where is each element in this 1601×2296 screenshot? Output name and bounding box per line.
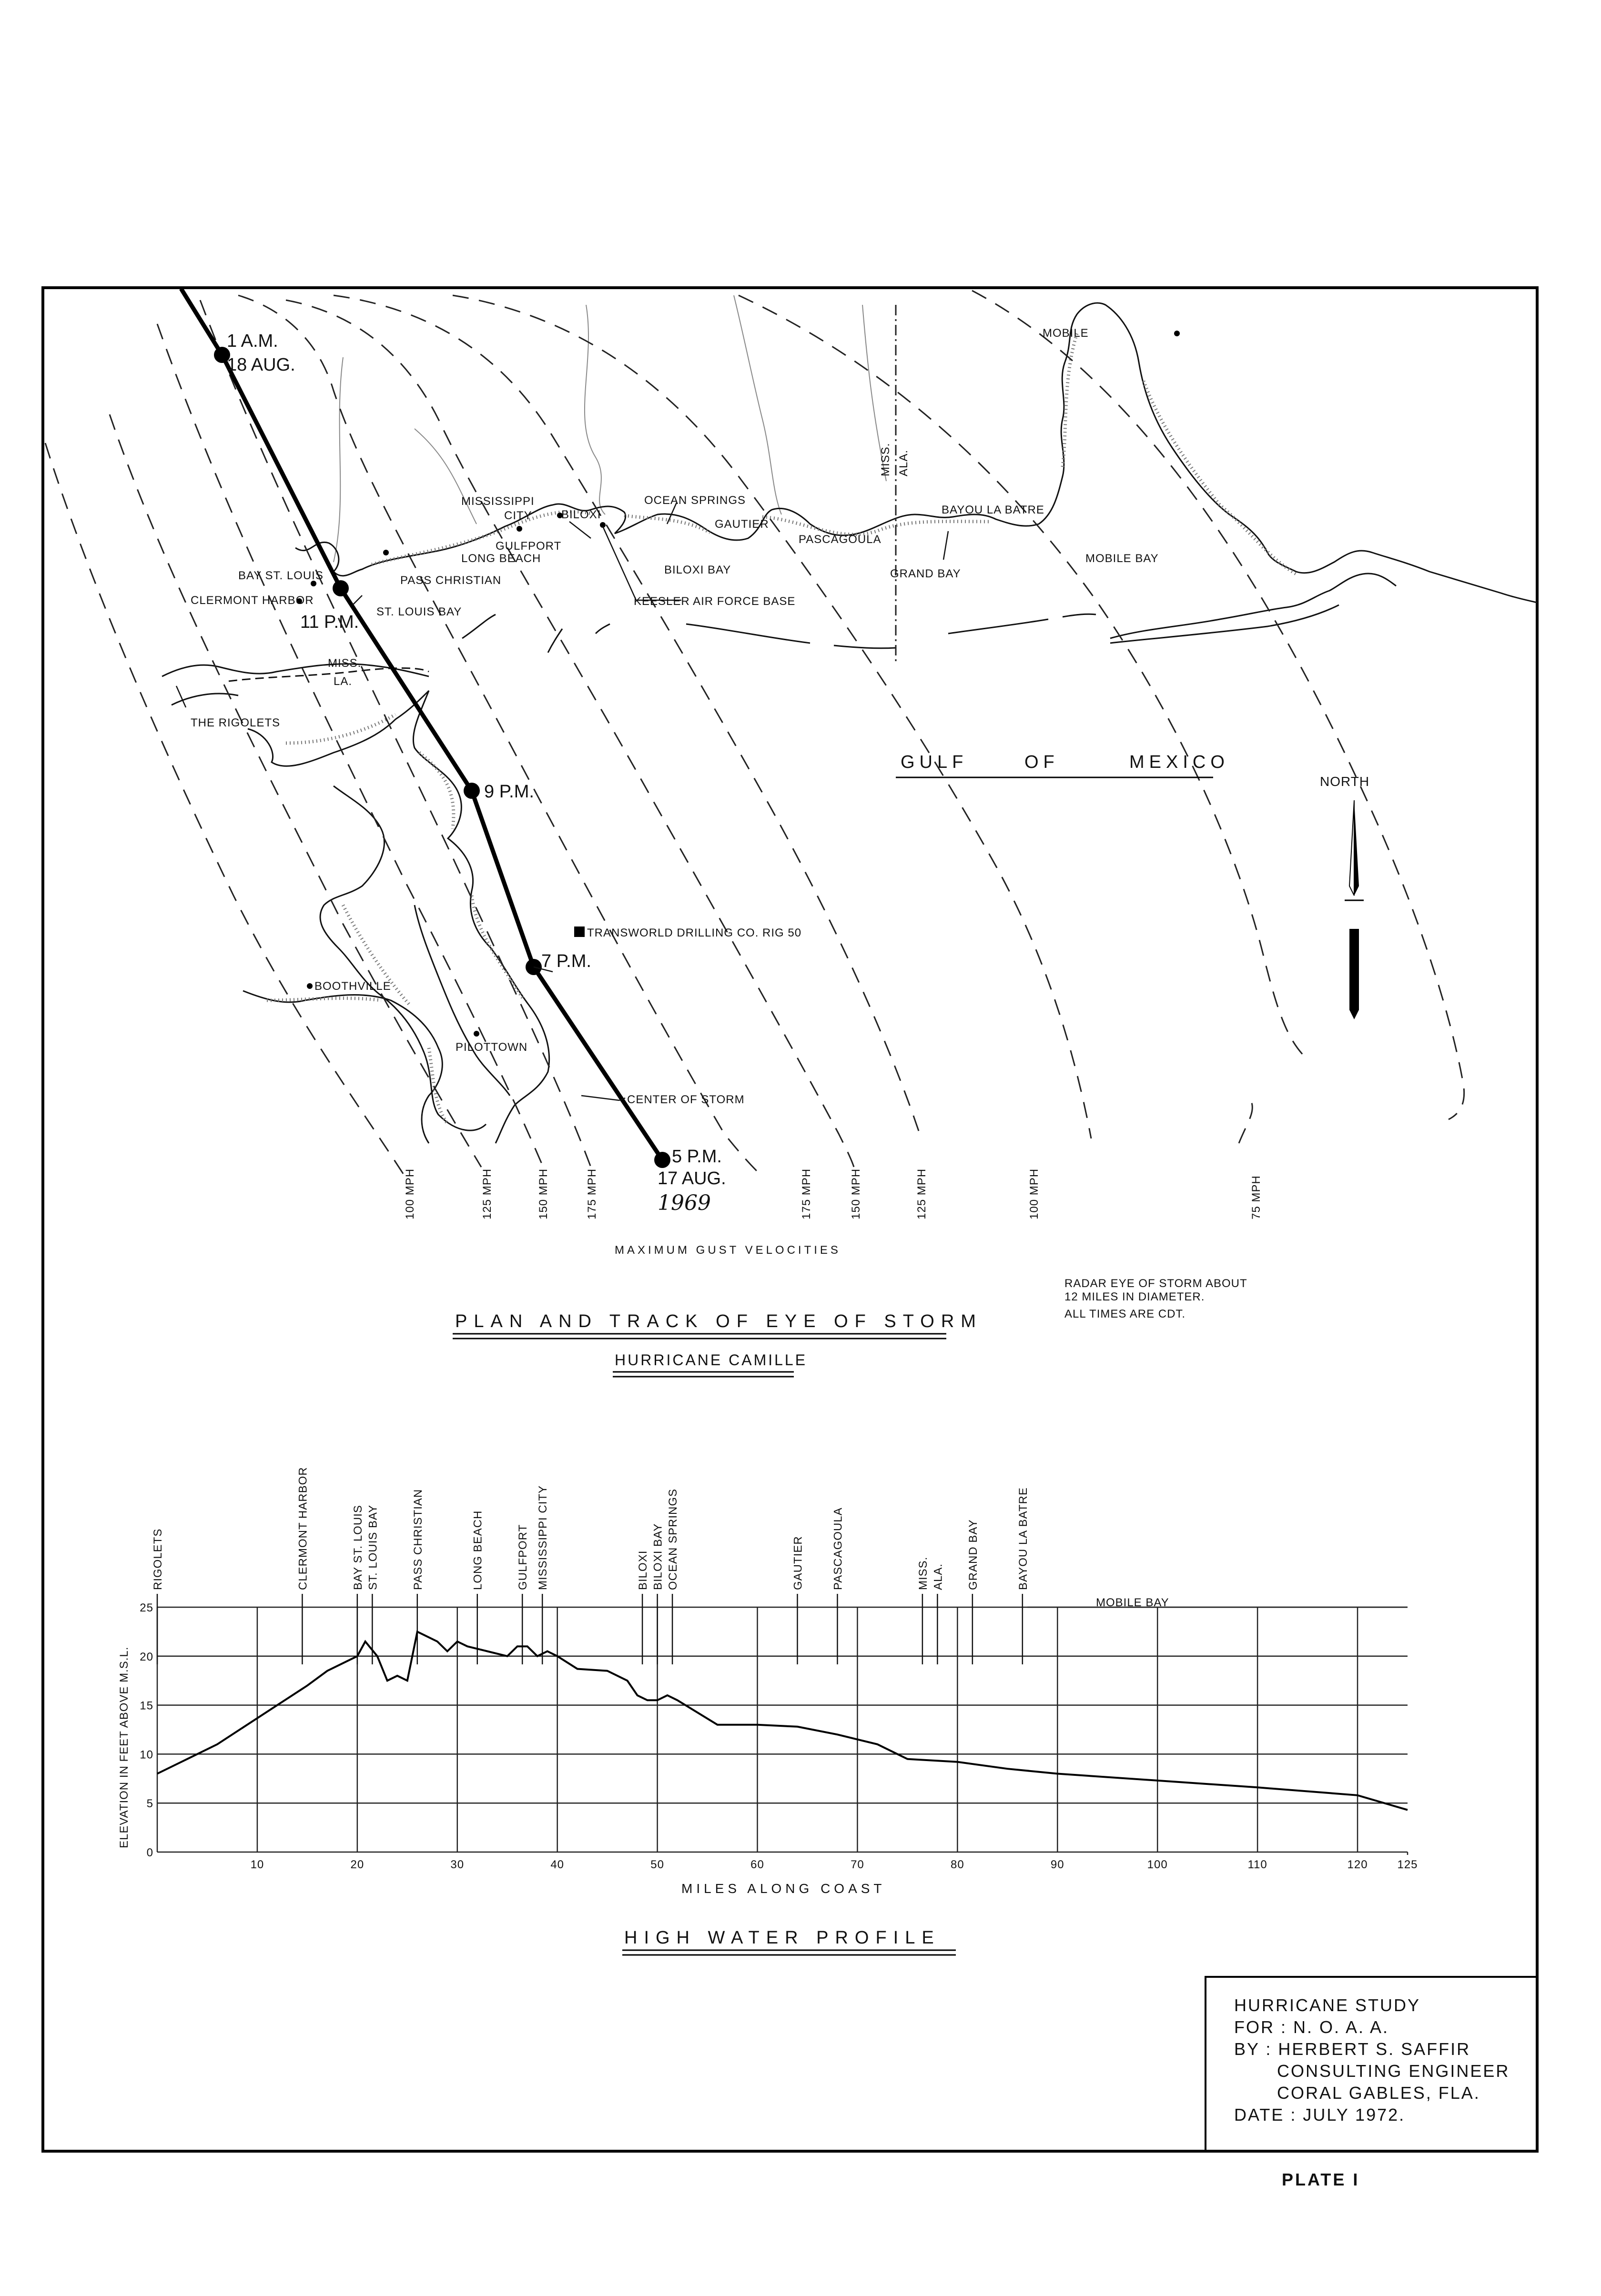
title-block-line: CORAL GABLES, FLA. [1277, 2083, 1480, 2103]
gust-label: 125 MPH [915, 1168, 928, 1219]
y-tick-label: 10 [140, 1748, 153, 1762]
label-pilottown: PILOTTOWN [456, 1041, 528, 1054]
location-marker-label: PASCAGOULA [831, 1507, 845, 1590]
track-time-7pm: 7 P.M. [541, 951, 591, 971]
label-mexico: MEXICO [1129, 752, 1229, 772]
x-tick-label: 120 [1347, 1858, 1368, 1871]
x-tick-label: 125 [1397, 1858, 1418, 1871]
x-tick-label: 100 [1147, 1858, 1168, 1871]
gust-label: 125 MPH [481, 1168, 494, 1219]
label-mobile-bay: MOBILE BAY [1085, 552, 1159, 565]
gust-caption: MAXIMUM GUST VELOCITIES [615, 1244, 841, 1257]
x-tick-label: 60 [750, 1858, 764, 1871]
label-biloxi-bay: BILOXI BAY [664, 564, 731, 576]
x-tick-label: 30 [450, 1858, 465, 1871]
x-tick-label: 20 [350, 1858, 365, 1871]
label-la: LA. [334, 675, 353, 688]
label-ala-vertical: ALA. [897, 449, 910, 476]
location-marker-label: MISSISSIPPI CITY [537, 1485, 550, 1590]
label-grand-bay: GRAND BAY [890, 567, 961, 580]
gust-label: 150 MPH [850, 1168, 862, 1219]
track-year-1969: 1969 [658, 1191, 711, 1215]
location-marker-label: GRAND BAY [966, 1519, 980, 1590]
location-marker-label: PASS CHRISTIAN [411, 1489, 425, 1590]
location-marker-label: GULFPORT [517, 1524, 530, 1590]
label-st-louis-bay: ST. LOUIS BAY [376, 605, 462, 618]
gust-label: 75 MPH [1250, 1175, 1263, 1219]
map-subtitle: HURRICANE CAMILLE [615, 1351, 808, 1369]
gust-label: 100 MPH [1028, 1168, 1041, 1219]
label-bayou-la-batre: BAYOU LA BATRE [942, 504, 1044, 516]
x-tick-label: 40 [550, 1858, 565, 1871]
track-time-5pm: 5 P.M. [672, 1147, 722, 1167]
north-label: NORTH [1320, 774, 1370, 789]
profile-y-axis-label: ELEVATION IN FEET ABOVE M.S.L. [118, 1646, 131, 1848]
label-of: OF [1024, 752, 1059, 772]
gust-label: 175 MPH [586, 1168, 598, 1219]
title-block-line: CONSULTING ENGINEER [1277, 2061, 1510, 2081]
label-miss: MISS. [328, 657, 362, 670]
note-radar-2: 12 MILES IN DIAMETER. [1064, 1290, 1205, 1303]
location-marker-label: CLERMONT HARBOR [296, 1467, 310, 1590]
plate-number: PLATE I [1282, 2170, 1360, 2189]
track-time-11pm: 11 P.M. [300, 612, 359, 632]
y-tick-label: 0 [146, 1846, 153, 1859]
gust-label: 100 MPH [404, 1168, 416, 1219]
location-marker-label: BILOXI BAY [651, 1523, 665, 1590]
location-marker-label: BAYOU LA BATRE [1016, 1487, 1030, 1590]
note-times: ALL TIMES ARE CDT. [1064, 1308, 1186, 1320]
profile-x-axis-label: MILES ALONG COAST [681, 1881, 886, 1896]
x-tick-label: 90 [1050, 1858, 1064, 1871]
track-date-17aug: 17 AUG. [658, 1168, 726, 1188]
x-tick-label: 70 [851, 1858, 864, 1871]
label-rigolets: THE RIGOLETS [191, 716, 281, 729]
label-mobile: MOBILE [1043, 327, 1089, 340]
x-tick-label: 10 [250, 1858, 264, 1871]
label-miss-vertical: MISS. [879, 443, 892, 476]
location-marker-label: GAUTIER [791, 1536, 805, 1590]
location-marker-label: BAY ST. LOUIS [351, 1505, 365, 1590]
label-pass-christian: PASS CHRISTIAN [400, 574, 502, 587]
x-tick-label: 80 [951, 1858, 964, 1871]
location-marker-label: ALA. [932, 1563, 945, 1590]
track-time-9pm: 9 P.M. [484, 782, 534, 802]
title-block-line: HURRICANE STUDY [1234, 1995, 1421, 2015]
label-gulf: GULF [901, 752, 968, 772]
label-bay-st-louis: BAY ST. LOUIS [238, 569, 324, 582]
location-marker-label: LONG BEACH [471, 1510, 485, 1590]
location-marker-label: RIGOLETS [152, 1528, 164, 1590]
label-long-beach: LONG BEACH [461, 552, 541, 565]
label-clermont-harbor: CLERMONT HARBOR [191, 594, 314, 607]
label-keesler-afb: KEESLER AIR FORCE BASE [634, 595, 796, 608]
label-mississippi-city-1: MISSISSIPPI [461, 495, 535, 508]
label-rig-50: TRANSWORLD DRILLING CO. RIG 50 [587, 926, 802, 939]
map-title: PLAN AND TRACK OF EYE OF STORM [455, 1311, 983, 1331]
profile-annotation-mobile-bay: MOBILE BAY [1096, 1596, 1169, 1609]
gust-label: 150 MPH [537, 1168, 550, 1219]
y-tick-label: 5 [146, 1797, 153, 1811]
label-ocean-springs: OCEAN SPRINGS [644, 494, 746, 507]
x-tick-label: 110 [1247, 1858, 1267, 1871]
label-biloxi: BILOXI [561, 508, 601, 521]
label-mississippi-city-2: CITY [504, 509, 532, 522]
label-center-of-storm: CENTER OF STORM [627, 1093, 745, 1106]
location-marker-label: BILOXI [637, 1550, 650, 1590]
label-pascagoula: PASCAGOULA [799, 533, 882, 546]
profile-title: HIGH WATER PROFILE [624, 1928, 941, 1948]
track-time-1am: 1 A.M. [227, 331, 278, 351]
track-date-18aug: 18 AUG. [227, 355, 295, 375]
note-radar-1: RADAR EYE OF STORM ABOUT [1064, 1277, 1247, 1290]
location-marker-label: MISS. [916, 1556, 930, 1590]
title-block-line: DATE : JULY 1972. [1234, 2105, 1406, 2125]
label-gautier: GAUTIER [715, 518, 769, 531]
x-tick-label: 50 [650, 1858, 664, 1871]
title-block-line: FOR : N. O. A. A. [1234, 2017, 1389, 2037]
location-marker-label: ST. LOUIS BAY [366, 1504, 380, 1590]
location-marker-label: OCEAN SPRINGS [667, 1488, 680, 1590]
gust-label: 175 MPH [800, 1168, 813, 1219]
title-block-line: BY : HERBERT S. SAFFIR [1234, 2039, 1471, 2059]
y-tick-label: 15 [140, 1699, 153, 1712]
y-tick-label: 20 [140, 1650, 153, 1663]
label-gulfport: GULFPORT [496, 540, 562, 553]
y-tick-label: 25 [140, 1601, 153, 1614]
label-boothville: BOOTHVILLE [314, 980, 391, 993]
